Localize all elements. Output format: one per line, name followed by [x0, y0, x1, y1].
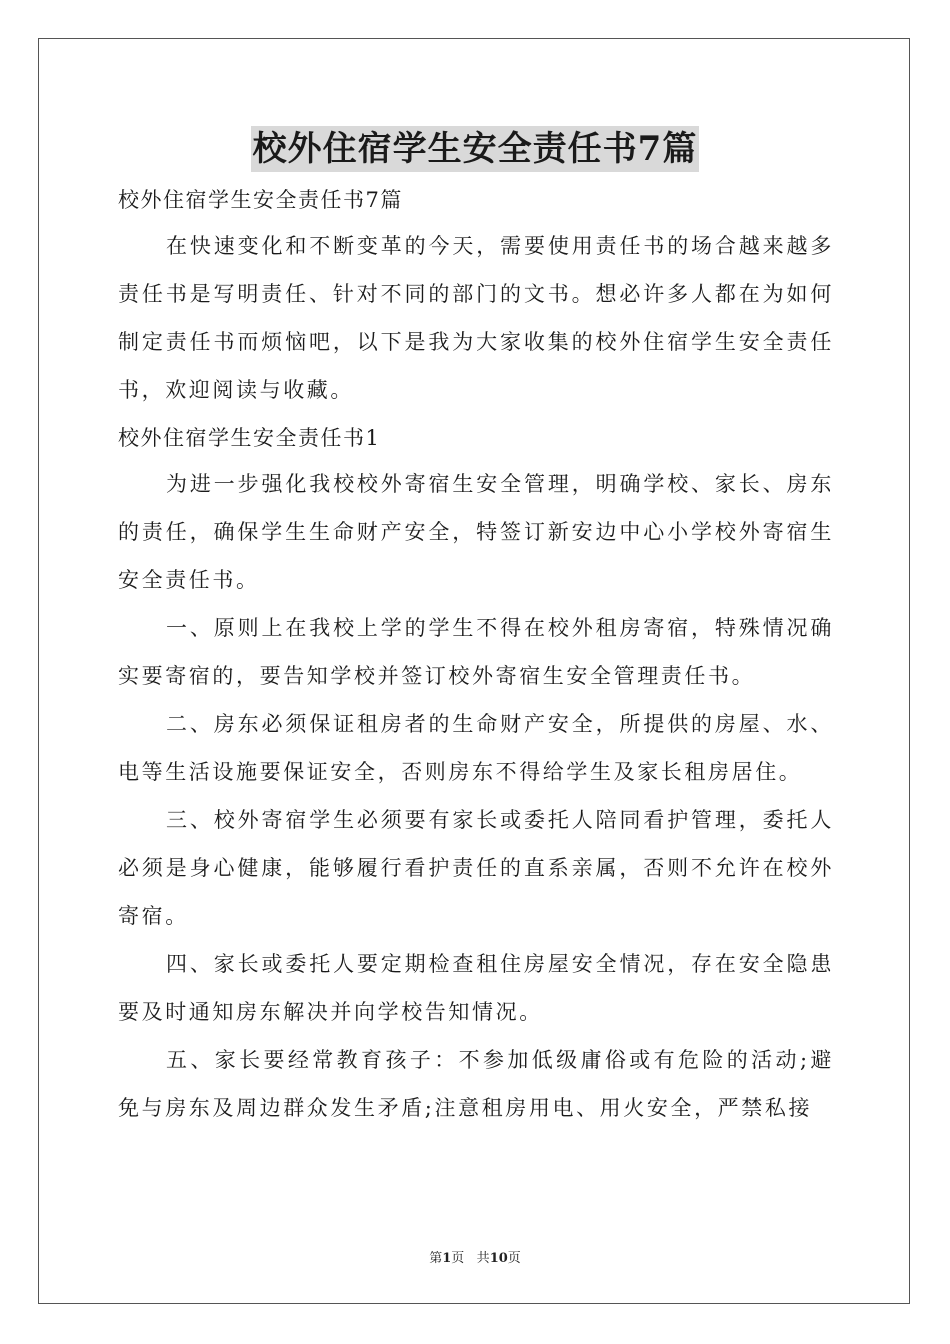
section-paragraph-2: 二、房东必须保证租房者的生命财产安全，所提供的房屋、水、电等生活设施要保证安全，否则房东不得给学生及家长租房居住。: [118, 712, 834, 784]
section-paragraph-0: 为进一步强化我校校外寄宿生安全管理，明确学校、家长、房东的责任，确保学生生命财产安全，特签订新安边中心小学校外寄宿生安全责任书。: [118, 472, 834, 592]
section-paragraph-3: 三、校外寄宿学生必须要有家长或委托人陪同看护管理，委托人必须是身心健康，能够履行看护责任的直系亲属，否则不允许在校外寄宿。: [118, 808, 834, 928]
section-paragraph-5: 五、家长要经常教育孩子：不参加低级庸俗或有危险的活动;避免与房东及周边群众发生矛盾;注意租房用电、用火安全，严禁私接: [118, 1048, 834, 1120]
footer-page-suffix: 页: [451, 1251, 465, 1266]
footer-prefix: 第: [429, 1251, 443, 1266]
intro-paragraph: 在快速变化和不断变革的今天，需要使用责任书的场合越来越多责任书是写明责任、针对不同的部门的文书。想必许多人都在为如何制定责任书而烦恼吧，以下是我为大家收集的校外住宿学生安全责任书，欢迎阅读与收藏。: [118, 234, 834, 402]
document-title: 校外住宿学生安全责任书7篇: [251, 126, 700, 172]
section-paragraph-1: 一、原则上在我校上学的学生不得在校外租房寄宿，特殊情况确实要寄宿的，要告知学校并签订校外寄宿生安全管理责任书。: [118, 616, 834, 688]
section-paragraph-4: 四、家长或委托人要定期检查租住房屋安全情况，存在安全隐患要及时通知房东解决并向学校告知情况。: [118, 952, 834, 1024]
page-footer: [0, 1247, 950, 1266]
footer-total-suffix: 页: [507, 1251, 521, 1266]
footer-page-number: 1: [442, 1251, 452, 1266]
section-heading: 校外住宿学生安全责任书1: [118, 426, 381, 450]
document-subtitle: 校外住宿学生安全责任书7篇: [118, 188, 403, 212]
title-container: [0, 126, 950, 172]
footer-total-prefix: 共: [476, 1251, 490, 1266]
footer-total-pages: 10: [489, 1251, 508, 1266]
document-body: [118, 180, 834, 1132]
